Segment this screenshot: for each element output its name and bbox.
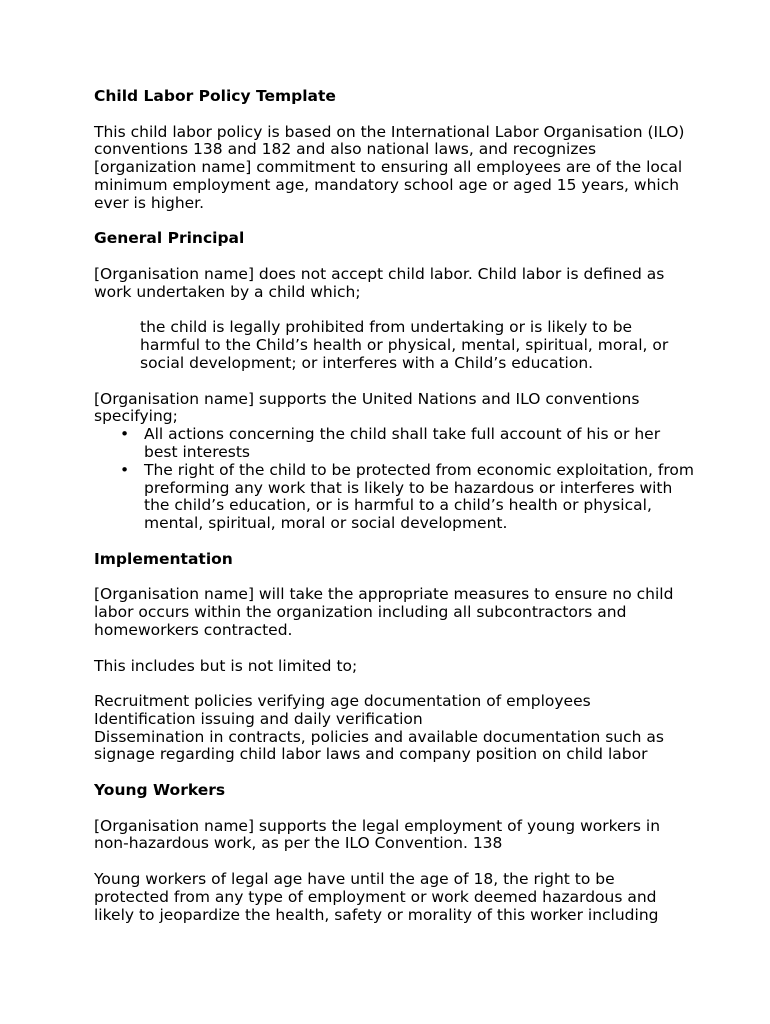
general-paragraph-1: [Organisation name] does not accept child labor. Child labor is defined as work undertaken by a child which; bbox=[94, 264, 665, 301]
list-item-text: All actions concerning the child shall take full account of his or her best interests bbox=[144, 425, 661, 461]
conventions-list bbox=[94, 426, 694, 533]
document-page bbox=[94, 88, 694, 924]
general-principal-heading: General Principal bbox=[94, 229, 245, 248]
bullet-icon: • bbox=[120, 460, 130, 479]
list-item bbox=[94, 426, 694, 462]
bullet-icon: • bbox=[120, 425, 130, 444]
measure-item: Recruitment policies verifying age documentation of employees bbox=[94, 692, 591, 711]
intro-paragraph: This child labor policy is based on the International Labor Organisation (ILO) conventions 138 and 182 and also national laws, and recognizes [organization name] commitment to ensuring all employees are of the local minimum employment age, mandatory school age or aged 15 years, which ever is higher. bbox=[94, 122, 685, 212]
document-title: Child Labor Policy Template bbox=[94, 87, 336, 105]
implementation-heading: Implementation bbox=[94, 549, 233, 568]
general-paragraph-2: [Organisation name] supports the United Nations and ILO conventions specifying; bbox=[94, 389, 640, 426]
child-labor-definition: the child is legally prohibited from undertaking or is likely to be harmful to the Child’s health or physical, mental, spiritual, moral, or social development; or interferes with a Child’s education. bbox=[140, 318, 669, 372]
implementation-paragraph-1: [Organisation name] will take the appropriate measures to ensure no child labor occurs within the organization including all subcontractors and homeworkers contracted. bbox=[94, 585, 674, 639]
implementation-paragraph-2: This includes but is not limited to; bbox=[94, 656, 358, 675]
young-workers-paragraph-2: Young workers of legal age have until the age of 18, the right to be protected from any type of employment or work deemed hazardous and likely to jeopardize the health, safety or morality of this worker including bbox=[94, 870, 659, 924]
measure-item: Dissemination in contracts, policies and available documentation such as signage regarding child labor laws and company position on child labor bbox=[94, 727, 664, 764]
measure-item: Identification issuing and daily verification bbox=[94, 709, 423, 728]
list-item-text: The right of the child to be protected from economic exploitation, from preforming any work that is likely to be hazardous or interferes with the child’s education, or is harmful to a child’s health or physical, mental, spiritual, moral or social development. bbox=[144, 460, 694, 533]
list-item bbox=[94, 462, 694, 533]
young-workers-paragraph-1: [Organisation name] supports the legal employment of young workers in non-hazardous work, as per the ILO Convention. 138 bbox=[94, 816, 661, 853]
young-workers-heading: Young Workers bbox=[94, 781, 226, 800]
